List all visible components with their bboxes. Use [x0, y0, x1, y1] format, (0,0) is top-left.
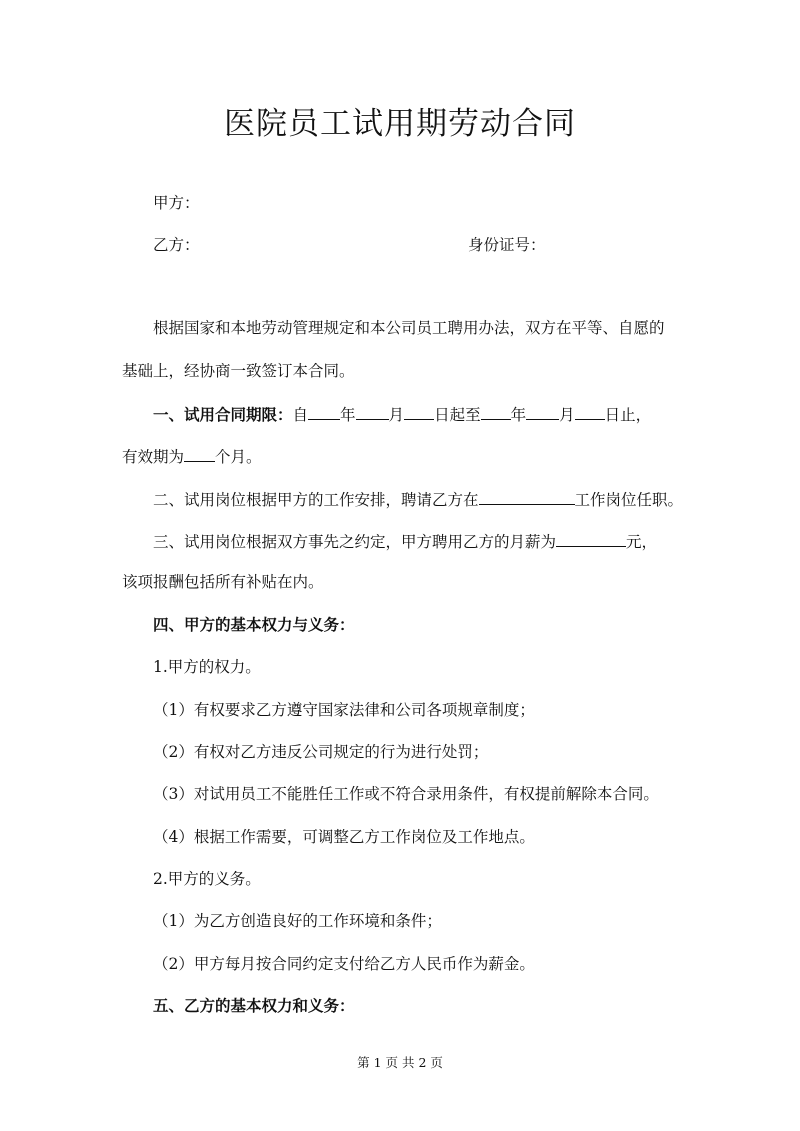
- blank-monthly-salary[interactable]: [556, 530, 626, 547]
- intro-line-2: 基础上，经协商一致签订本合同。: [122, 362, 355, 380]
- clause-1-validity: [122, 445, 262, 467]
- clause-1-heading: 一、试用合同期限：: [153, 405, 293, 424]
- right-item-1: （1）有权要求乙方遵守国家法律和公司各项规章制度；: [153, 701, 535, 719]
- clause-1-day-from: 日起至: [434, 406, 481, 424]
- clause-1-term: [153, 403, 651, 425]
- blank-end-month[interactable]: [526, 403, 559, 420]
- clause-1-year-1: 年: [340, 406, 356, 424]
- clause-5-heading: 五、乙方的基本权力和义务：: [153, 996, 355, 1015]
- clause-1-year-2: 年: [510, 406, 527, 424]
- clause-3-text-after: 元，: [626, 533, 658, 551]
- validity-suffix: 个月。: [215, 448, 262, 466]
- blank-start-year[interactable]: [308, 403, 340, 420]
- clause-3-salary: [153, 530, 657, 552]
- clause-1-month-1: 月: [388, 406, 405, 424]
- intro-line-1: 根据国家和本地劳动管理规定和本公司员工聘用办法，双方在平等、自愿的: [153, 319, 665, 337]
- page-footer: 第 1 页 共 2 页: [357, 1055, 443, 1070]
- duty-item-2: （2）甲方每月按合同约定支付给乙方人民币作为薪金。: [153, 955, 535, 973]
- blank-validity-months[interactable]: [184, 445, 215, 462]
- party-a-duties-heading: 2.甲方的义务。: [153, 870, 261, 888]
- right-item-3: （3）对试用员工不能胜任工作或不符合录用条件，有权提前解除本合同。: [153, 785, 659, 803]
- validity-prefix: 有效期为: [122, 448, 185, 466]
- document-title: 医院员工试用期劳动合同: [224, 106, 576, 142]
- clause-3-line-2: 该项报酬包括所有补贴在内。: [122, 573, 324, 591]
- blank-start-month[interactable]: [356, 403, 389, 420]
- clause-2-text-after: 工作岗位任职。: [574, 491, 684, 509]
- right-item-4: （4）根据工作需要，可调整乙方工作岗位及工作地点。: [153, 828, 535, 846]
- clause-3-text-before: 三、试用岗位根据双方事先之约定，甲方聘用乙方的月薪为: [153, 533, 557, 551]
- blank-start-day[interactable]: [404, 403, 434, 420]
- party-a-rights-heading: 1.甲方的权力。: [153, 658, 261, 676]
- party-b-label: 乙方：: [153, 236, 200, 254]
- blank-job-position[interactable]: [479, 488, 575, 505]
- party-a-label: 甲方：: [153, 194, 200, 212]
- duty-item-1: （1）为乙方创造良好的工作环境和条件；: [153, 912, 442, 930]
- clause-2-text-before: 二、试用岗位根据甲方的工作安排，聘请乙方在: [153, 491, 479, 509]
- clause-1-day-to: 日止，: [604, 406, 652, 424]
- clause-1-month-2: 月: [559, 406, 575, 424]
- id-number-label: 身份证号：: [468, 236, 546, 254]
- right-item-2: （2）有权对乙方违反公司规定的行为进行处罚；: [153, 743, 489, 761]
- blank-end-year[interactable]: [481, 403, 511, 420]
- clause-2-position: [153, 488, 683, 510]
- clause-1-from: 自: [292, 406, 309, 424]
- clause-4-heading: 四、甲方的基本权力与义务：: [153, 615, 355, 634]
- blank-end-day[interactable]: [575, 403, 605, 420]
